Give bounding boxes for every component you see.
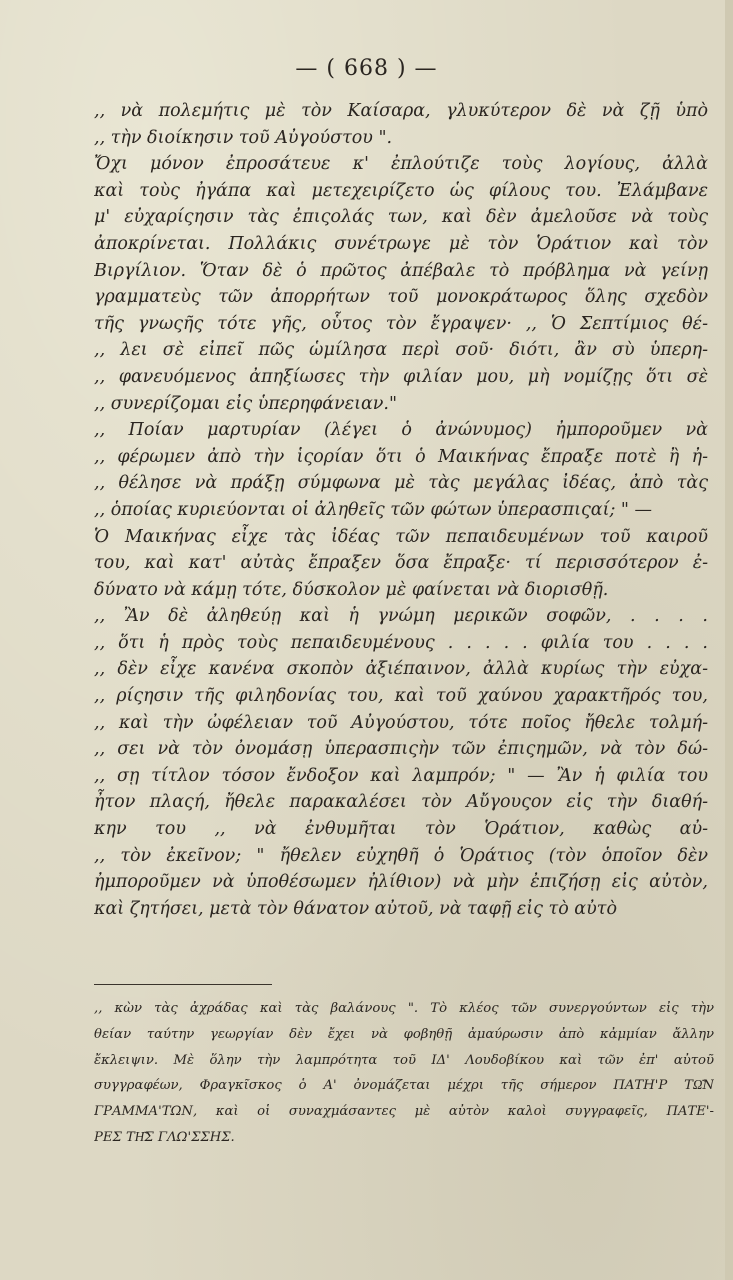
text-line: ,, συνερίζομαι εἰς ὑπερηφάνειαν." xyxy=(94,393,398,414)
text-line: Βιργίλιον. Ὅταν δὲ ὁ πρῶτος ἀπέβαλε τὸ πρόβλημα νὰ γείνῃ xyxy=(94,260,708,281)
footnote-line: θείαν ταύτην γεωργίαν δὲν ἔχει νὰ φοβηθῇ ἀμαύρωσιν ἀπὸ κἀμμίαν ἄλλην xyxy=(94,1026,714,1042)
text-line: ,, ρίςησιν τῆς φιληδονίας του, καὶ τοῦ χαύνου χαρακτῆρός του, xyxy=(94,686,708,707)
text-line: ,, φέρωμεν ἀπὸ τὴν ἱςορίαν ὅτι ὁ Μαικήνας ἔπραξε ποτὲ ἢ ἠ- xyxy=(94,446,708,467)
footnote-line: ἔκλειψιν. Μὲ ὅλην τὴν λαμπρότητα τοῦ ΙΔ' Λουδοβίκου καὶ τῶν ἐπ' αὐτοῦ xyxy=(94,1052,714,1068)
footnotes xyxy=(94,996,714,1151)
page-number: — ( 668 ) — xyxy=(295,56,438,81)
text-line: ,, σει νὰ τὸν ὀνομάσῃ ὑπερασπιςὴν τῶν ἐπιςημῶν, νὰ τὸν δώ- xyxy=(94,739,708,760)
text-line: ,, ὁποίας κυριεύονται οἱ ἀληθεῖς τῶν φώτων ὑπερασπιςαί; " — xyxy=(94,499,653,520)
footnote-separator xyxy=(94,984,272,985)
text-line: του, καὶ κατ' αὐτὰς ἔπραξεν ὅσα ἔπραξε· τί περισσότερον ἐ- xyxy=(94,553,708,574)
text-line: Ὄχι μόνον ἐπροσάτευε κ' ἐπλούτιζε τοὺς λογίους, ἀλλὰ xyxy=(94,154,708,175)
footnote-line: ,, κὼν τὰς ἀχράδας καὶ τὰς βαλάνους ". Τὸ κλέος τῶν συνεργούντων εἰς τὴν xyxy=(94,1001,714,1016)
text-line: ἠμποροῦμεν νὰ ὑποθέσωμεν ἠλίθιον) νὰ μὴν ἐπιζήσῃ εἰς αὐτὸν, xyxy=(94,872,708,893)
text-line: ,, νὰ πολεμήτις μὲ τὸν Καίσαρα, γλυκύτερον δὲ νὰ ζῇ ὑπὸ xyxy=(94,101,708,121)
text-line: ,, ὅτι ἡ πρὸς τοὺς πεπαιδευμένους . . . . . φιλία του . . . . xyxy=(94,632,708,653)
text-line: ,, καὶ τὴν ὠφέλειαν τοῦ Αὐγούστου, τότε ποῖος ἤθελε τολμή- xyxy=(94,712,708,733)
text-line: ,, τὸν ἐκεῖνον; " ἤθελεν εὐχηθῆ ὁ Ὁράτιος (τὸν ὁποῖον δὲν xyxy=(94,845,708,866)
text-line: ,, φανευόμενος ἀπηξίωσες τὴν φιλίαν μου, μὴ νομίζῃς ὅτι σὲ xyxy=(94,366,708,387)
footnote-line: ΡΕΣ ΤΗ͂Σ ΓΛΩ'ΣΣΗΣ. xyxy=(94,1129,235,1145)
text-line: ,, Ποίαν μαρτυρίαν (λέγει ὁ ἀνώνυμος) ἠμποροῦμεν νὰ xyxy=(94,420,708,441)
text-line: ,, Ἂν δὲ ἀληθεύῃ καὶ ἡ γνώμη μερικῶν σοφῶν, . . . . xyxy=(94,606,708,627)
text-line: δύνατο νὰ κάμῃ τότε, δύσκολον μὲ φαίνεται νὰ διορισθῇ. xyxy=(94,579,609,600)
text-line: ,, σῃ τίτλον τόσον ἔνδοξον καὶ λαμπρόν; " — Ἂν ἡ φιλία του xyxy=(94,765,708,786)
text-line: μ' εὐχαρίςησιν τὰς ἐπιςολάς των, καὶ δὲν ἀμελοῦσε νὰ τοὺς xyxy=(94,207,708,228)
text-line: ἦτον πλαςή, ἤθελε παρακαλέσει τὸν Αὔγουςον εἰς τὴν διαθή- xyxy=(94,792,708,813)
text-line: Ὁ Μαικήνας εἶχε τὰς ἰδέας τῶν πεπαιδευμένων τοῦ καιροῦ xyxy=(94,526,708,547)
text-line: ,, τὴν διοίκησιν τοῦ Αὐγούστου ". xyxy=(94,127,393,148)
text-line: ἀποκρίνεται. Πολλάκις συνέτρωγε μὲ τὸν Ὁράτιον καὶ τὸν xyxy=(94,233,708,254)
text-line: τῆς γνωςῆς τότε γῆς, οὗτος τὸν ἔγραψεν· ,, Ὁ Σεπτίμιος θέ- xyxy=(94,313,708,334)
text-line: ,, λει σὲ εἰπεῖ πῶς ὡμίλησα περὶ σοῦ· διότι, ἂν σὺ ὑπερη- xyxy=(94,340,708,361)
text-line: κην του ,, νὰ ἐνθυμῆται τὸν Ὁράτιον, καθὼς αὐ- xyxy=(94,819,708,840)
footnote-line: ΓΡΑΜΜΑ'ΤΩΝ, καὶ οἱ συναχμάσαντες μὲ αὐτὸν καλοὶ συγγραφεῖς, ΠΑΤΕ'- xyxy=(94,1104,714,1120)
text-line: γραμματεὺς τῶν ἀπορρήτων τοῦ μονοκράτωρος ὅλης σχεδὸν xyxy=(94,287,708,308)
text-line: καὶ ζητήσει, μετὰ τὸν θάνατον αὐτοῦ, νὰ ταφῇ εἰς τὸ αὐτὸ xyxy=(94,898,617,919)
text-line: ,, δὲν εἶχε κανένα σκοπὸν ἀξιέπαινον, ἀλλὰ κυρίως τὴν εὐχα- xyxy=(94,659,708,680)
main-text xyxy=(94,98,708,922)
footnote-line: συγγραφέων, Φραγκῖσκος ὁ Α' ὀνομάζεται μέχρι τῆς σήμερον ΠΑΤΗ'Ρ ΤΩ͂Ν xyxy=(94,1078,714,1094)
text-line: καὶ τοὺς ἠγάπα καὶ μετεχειρίζετο ὡς φίλους του. Ἐλάμβανε xyxy=(94,180,708,201)
text-line: ,, θέλησε νὰ πράξῃ σύμφωνα μὲ τὰς μεγάλας ἰδέας, ἀπὸ τὰς xyxy=(94,473,708,494)
